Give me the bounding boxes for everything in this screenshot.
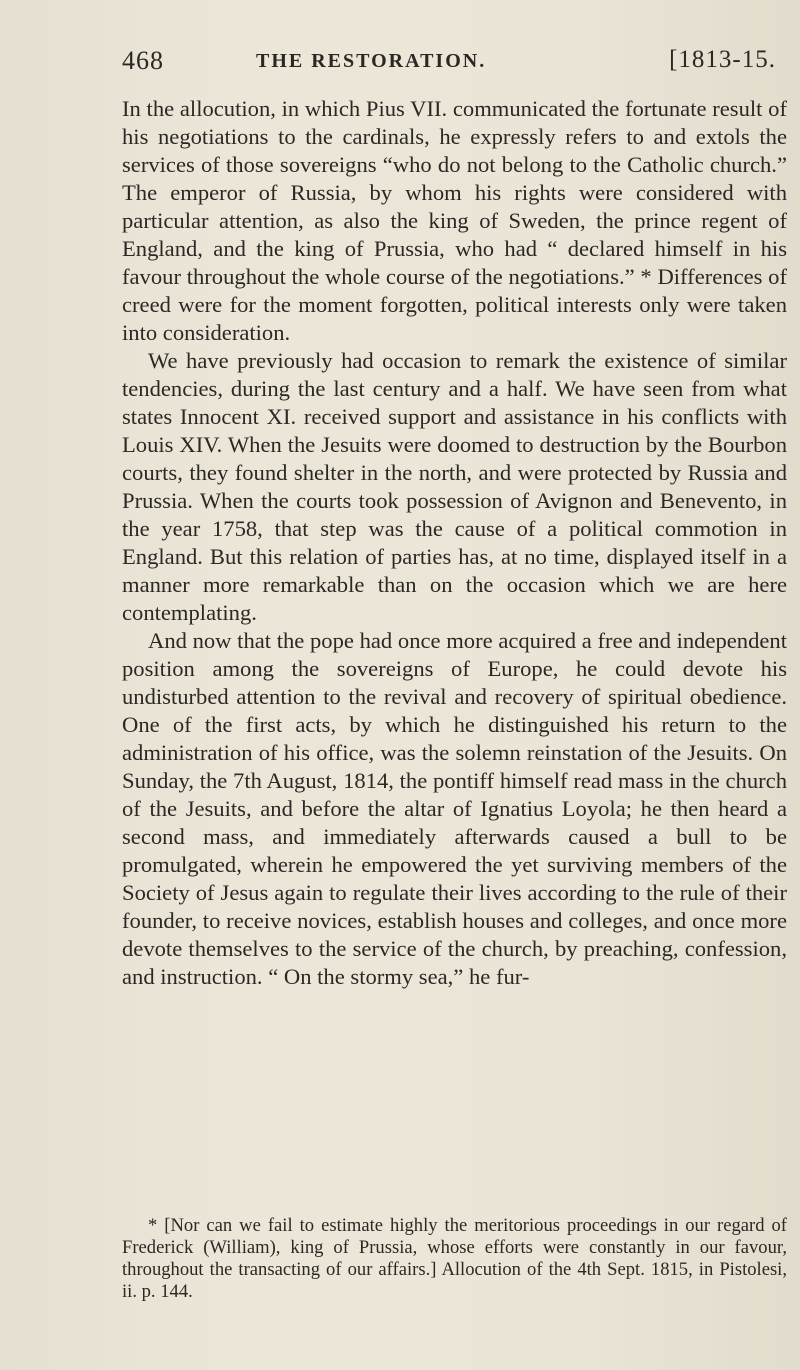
footnote-text: * [Nor can we fail to estimate highly the meritorious proceedings in our regard of Frederick (William), king of Prussia, whose efforts were constantly in our favour, throughout the transacting of our affairs.] Allocution of the 4th Sept. 1815, in Pistolesi, ii. p. 144. — [122, 1215, 787, 1302]
paragraph-jesuits-reinstated: And now that the pope had once more acquired a free and independent position among the sovereigns of Europe, he could devote his undisturbed attention to the revival and recovery of spiritual obedience. One of the first acts, by which he distinguished his return to the administration of his office, was the solemn reinstation of the Jesuits. On Sunday, the 7th August, 1814, the pontiff himself read mass in the church of the Jesuits, and before the altar of Ignatius Loyola; he then heard a second mass, and immediately afterwards caused a bull to be promulgated, wherein he empowered the yet surviving members of the Society of Jesus again to regulate their lives according to the rule of their founder, to receive novices, establish houses and colleges, and once more devote themselves to the service of the church, by preaching, confession, and instruction. “ On the stormy sea,” he fur- — [122, 628, 787, 989]
page-number: 468 — [122, 46, 164, 75]
body-text — [122, 95, 787, 991]
running-head: THE RESTORATION. — [256, 50, 487, 72]
paragraph-similar-tendencies: We have previously had occasion to remark the existence of similar tendencies, during the last century and a half. We have seen from what states Innocent XI. received support and assistance in his conflicts with Louis XIV. When the Jesuits were doomed to destruction by the Bourbon courts, they found shelter in the north, and were protected by Russia and Prussia. When the courts took possession of Avignon and Benevento, in the year 1758, that step was the cause of a political commotion in England. But this relation of parties has, at no time, displayed itself in a manner more remarkable than on the occasion which we are here contemplating. — [122, 348, 787, 625]
paragraph-allocution: In the allocution, in which Pius VII. communicated the fortunate result of his negotiations to the cardinals, he expressly refers to and extols the services of those sovereigns “who do not belong to the Catholic church.” The emperor of Russia, by whom his rights were considered with particular attention, as also the king of Sweden, the prince regent of England, and the king of Prussia, who had “ declared himself in his favour throughout the whole course of the negotiations.” * Differences of creed were for the moment forgotten, political interests only were taken into consideration. — [122, 96, 787, 345]
year-range: [1813-15. — [669, 46, 776, 73]
page-header — [122, 46, 788, 80]
footnote — [122, 1215, 787, 1303]
